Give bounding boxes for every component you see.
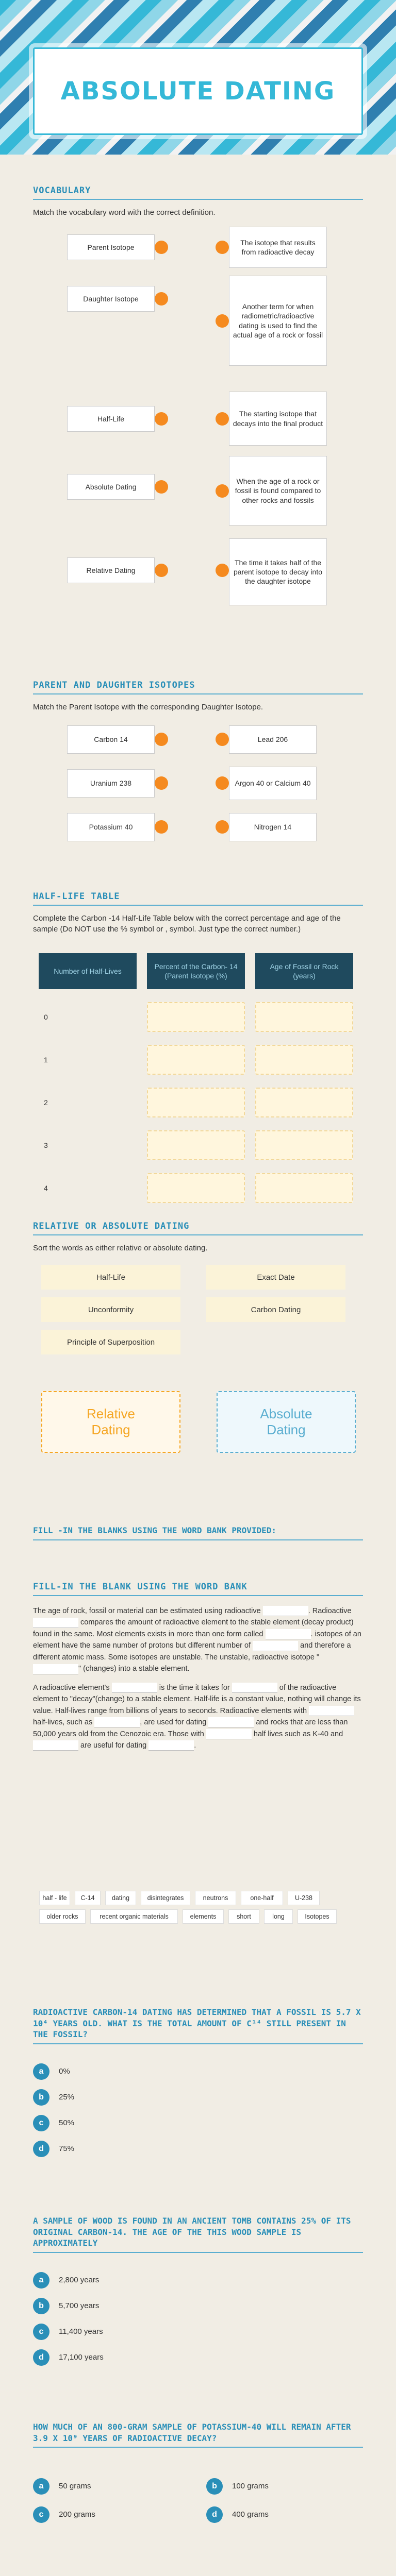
relative-dating-label: Relative Dating (87, 1405, 135, 1437)
match-dot[interactable] (216, 733, 229, 746)
blank-input[interactable] (33, 1740, 78, 1751)
option-letter: c (33, 2115, 50, 2131)
word-bank-item[interactable]: dating (105, 1891, 136, 1905)
word-bank-item[interactable]: U-238 (288, 1891, 320, 1905)
option-letter: a (33, 2478, 50, 2495)
option-text: 5,700 years (59, 2301, 100, 2310)
blank-input[interactable] (263, 1606, 308, 1616)
fill-text: and therefore a different atomic mass. Some isotopes are unstable. The unstable, radioactive isotope " (33, 1641, 351, 1662)
match-dot[interactable] (155, 776, 168, 790)
blank-input[interactable] (94, 1717, 140, 1727)
fill-text: compares the amount of radioactive element to the stable element (decay product) found in the same. Most elements exists in more than one form called (33, 1618, 354, 1638)
question-2 (0, 2215, 396, 2411)
page-title: ABSOLUTE DATING (60, 77, 336, 106)
fill-text: is the time it takes for (159, 1683, 230, 1692)
vocab-definition[interactable]: The starting isotope that decays into the final product (229, 392, 327, 446)
word-bank-item[interactable]: Isotopes (298, 1909, 337, 1924)
daughter-isotope[interactable]: Nitrogen 14 (229, 813, 317, 841)
option-text: 2,800 years (59, 2275, 100, 2284)
vocab-term[interactable]: Relative Dating (67, 557, 155, 583)
age-input[interactable] (255, 1002, 353, 1032)
word-bank-item[interactable]: C-14 (75, 1891, 101, 1905)
answer-option[interactable] (33, 2141, 74, 2157)
divider (33, 2252, 363, 2253)
percent-input[interactable] (147, 1002, 245, 1032)
vocab-section (0, 185, 396, 659)
match-dot[interactable] (216, 314, 229, 328)
blank-input[interactable] (206, 1729, 252, 1739)
question-1 (0, 2007, 396, 2202)
blank-input[interactable] (148, 1740, 194, 1751)
fill-section (0, 1582, 396, 1984)
word-bank-item[interactable]: elements (183, 1909, 224, 1924)
match-dot[interactable] (155, 820, 168, 834)
half-life-count: 2 (44, 1098, 48, 1107)
answer-option[interactable] (33, 2349, 104, 2366)
answer-option[interactable] (33, 2063, 70, 2080)
word-bank-item[interactable]: half - life (39, 1891, 70, 1905)
match-dot[interactable] (216, 241, 229, 254)
match-dot[interactable] (216, 820, 229, 834)
halflife-instruction: Complete the Carbon -14 Half-Life Table below with the correct percentage and age of the sample (Do NOT use the % symbol or , symbol. Just type the correct number.) (33, 914, 341, 934)
option-text: 75% (59, 2144, 75, 2153)
option-text: 0% (59, 2066, 70, 2076)
percent-input[interactable] (147, 1045, 245, 1075)
option-letter: b (206, 2478, 223, 2495)
answer-option[interactable] (33, 2089, 74, 2106)
match-dot[interactable] (155, 292, 168, 306)
option-letter: c (33, 2506, 50, 2523)
sort-heading: RELATIVE OR ABSOLUTE DATING (33, 1221, 190, 1231)
answer-option[interactable] (33, 2115, 74, 2131)
halflife-heading: HALF-LIFE TABLE (33, 891, 120, 902)
age-input[interactable] (255, 1130, 353, 1160)
percent-input[interactable] (147, 1088, 245, 1117)
halflife-section (0, 891, 396, 1211)
daughter-isotope[interactable]: Lead 206 (229, 725, 317, 754)
match-dot[interactable] (216, 484, 229, 498)
blank-input[interactable] (232, 1683, 277, 1693)
fill-heading-section (0, 1525, 396, 1556)
option-text: 11,400 years (59, 2327, 103, 2336)
answer-option[interactable] (206, 2506, 269, 2523)
table-header: Number of Half-Lives (39, 953, 137, 989)
match-dot[interactable] (216, 776, 229, 790)
word-bank-item[interactable]: neutrons (195, 1891, 236, 1905)
word-bank-item[interactable]: recent organic materials (90, 1909, 178, 1924)
blank-input[interactable] (33, 1664, 78, 1674)
match-dot[interactable] (216, 564, 229, 577)
fill-text: , are used for dating (140, 1718, 207, 1727)
answer-option[interactable] (33, 2478, 91, 2495)
match-dot[interactable] (155, 241, 168, 254)
parent-isotope[interactable]: Uranium 238 (67, 769, 155, 798)
option-letter: b (33, 2089, 50, 2106)
blank-input[interactable] (266, 1629, 311, 1639)
match-dot[interactable] (216, 412, 229, 426)
fill-text: half lives such as K-40 and (253, 1730, 343, 1738)
percent-input[interactable] (147, 1130, 245, 1160)
absolute-dating-label: Absolute Dating (260, 1405, 312, 1437)
fill-heading: FILL-IN THE BLANK USING THE WORD BANK (33, 1582, 248, 1592)
parent-heading: PARENT AND DAUGHTER ISOTOPES (33, 680, 195, 690)
divider (33, 693, 363, 694)
option-text: 100 grams (232, 2481, 269, 2490)
parent-daughter-section (0, 680, 396, 876)
half-life-count: 4 (44, 1184, 48, 1192)
vocab-instruction: Match the vocabulary word with the correct definition. (33, 208, 216, 217)
word-bank-item[interactable]: long (264, 1909, 293, 1924)
option-text: 17,100 years (59, 2352, 104, 2362)
percent-input[interactable] (147, 1173, 245, 1203)
word-bank-item[interactable]: older rocks (39, 1909, 86, 1924)
vocab-definition[interactable]: The time it takes half of the parent isotope to decay into the daughter isotope (229, 538, 327, 605)
sort-instruction: Sort the words as either relative or absolute dating. (33, 1244, 208, 1252)
answer-option[interactable] (206, 2478, 269, 2495)
header-banner (0, 0, 396, 155)
divider (33, 1234, 363, 1235)
option-text: 25% (59, 2092, 75, 2102)
match-dot[interactable] (155, 480, 168, 494)
question-text: HOW MUCH OF AN 800-GRAM SAMPLE OF POTASSIUM-40 WILL REMAIN AFTER 3.9 X 10⁹ YEARS OF RADIOACTIVE DECAY? (33, 2422, 351, 2443)
blank-input[interactable] (112, 1683, 157, 1693)
answer-option[interactable] (33, 2272, 99, 2289)
table-header: Percent of the Carbon- 14 (Parent Isotope (%) (147, 953, 245, 989)
fill-text: A radioactive element's (33, 1683, 110, 1692)
sort-section (0, 1221, 396, 1510)
divider (33, 905, 363, 906)
question-3 (0, 2421, 396, 2566)
vocab-term[interactable]: Parent Isotope (67, 234, 155, 260)
match-dot[interactable] (155, 412, 168, 426)
age-input[interactable] (255, 1088, 353, 1117)
sort-item[interactable]: Unconformity (41, 1297, 180, 1322)
option-text: 200 grams (59, 2510, 95, 2519)
divider (33, 2447, 363, 2448)
vocab-definition[interactable]: Another term for when radiometric/radioactive dating is used to find the actual age of a rock or fossil (229, 276, 327, 366)
age-input[interactable] (255, 1173, 353, 1203)
sort-item[interactable]: Half-Life (41, 1265, 180, 1290)
fill-paragraph-2: A radioactive element's is the time it takes for of the radioactive element to "decay"(change) to a stable element. Half-life is a constant value, nothing will change its value. Half-lives range from billions of years to seconds. Radioactive elements with half-lives, such as , are used for dating and rocks that are less than 50,000 years old from the Cenozoic era. Those with half lives such as K-40 and are useful for dating . (33, 1682, 363, 1752)
question-text: A SAMPLE OF WOOD IS FOUND IN AN ANCIENT TOMB CONTAINS 25% OF ITS ORIGINAL CARBON-14. THE AGE OF THE THIS WOOD SAMPLE IS APPROXIMATELY (33, 2216, 351, 2248)
vocab-term[interactable]: Absolute Dating (67, 474, 155, 500)
fill-text: and rocks that are less than 50,000 years old from the Cenozoic era. Those with (33, 1718, 348, 1738)
relative-dating-bucket[interactable] (41, 1391, 180, 1453)
sort-item[interactable]: Principle of Superposition (41, 1330, 180, 1354)
match-dot[interactable] (155, 733, 168, 746)
vocab-heading: VOCABULARY (33, 185, 91, 196)
fill-text: " (changes) into a stable element. (78, 1665, 190, 1673)
option-letter: d (33, 2349, 50, 2366)
age-input[interactable] (255, 1045, 353, 1075)
blank-input[interactable] (309, 1706, 354, 1716)
sort-item[interactable]: Exact Date (206, 1265, 345, 1290)
table-header: Age of Fossil or Rock (years) (255, 953, 353, 989)
word-bank-item[interactable]: one-half (241, 1891, 283, 1905)
option-letter: d (206, 2506, 223, 2523)
blank-input[interactable] (208, 1717, 254, 1727)
option-letter: b (33, 2298, 50, 2314)
vocab-term[interactable]: Daughter Isotope (67, 286, 155, 312)
answer-option[interactable] (33, 2298, 99, 2314)
divider (33, 1539, 363, 1540)
question-text: RADIOACTIVE CARBON-14 DATING HAS DETERMINED THAT A FOSSIL IS 5.7 X 10⁴ YEARS OLD. WHAT IS THE TOTAL AMOUNT OF C¹⁴ STILL PRESENT IN THE FOSSIL? (33, 2007, 361, 2040)
blank-input[interactable] (253, 1641, 298, 1651)
option-letter: d (33, 2141, 50, 2157)
parent-isotope[interactable]: Carbon 14 (67, 725, 155, 754)
title-box (33, 47, 363, 135)
half-life-count: 0 (44, 1013, 48, 1021)
fill-text: . Radioactive (308, 1607, 352, 1615)
vocab-definition[interactable]: When the age of a rock or fossil is found compared to other rocks and fossils (229, 456, 327, 526)
option-letter: c (33, 2324, 50, 2340)
match-dot[interactable] (155, 564, 168, 577)
word-bank-item[interactable]: disintegrates (141, 1891, 190, 1905)
daughter-isotope[interactable]: Argon 40 or Calcium 40 (229, 767, 317, 800)
option-letter: a (33, 2272, 50, 2289)
option-text: 400 grams (232, 2510, 269, 2519)
fill-text: half-lives, such as (33, 1718, 93, 1727)
answer-option[interactable] (33, 2506, 95, 2523)
fill-text: The age of rock, fossil or material can be estimated using radioactive (33, 1607, 261, 1615)
parent-instruction: Match the Parent Isotope with the corresponding Daughter Isotope. (33, 703, 263, 711)
divider (33, 2043, 363, 2044)
fill-text: are useful for dating (80, 1741, 147, 1750)
option-letter: a (33, 2063, 50, 2080)
half-life-count: 3 (44, 1141, 48, 1149)
vocab-term[interactable]: Half-Life (67, 406, 155, 432)
fill-text: isotopes of an element have the same number of protons but different number of (33, 1630, 361, 1650)
word-bank-item[interactable]: short (228, 1909, 259, 1924)
divider (33, 199, 363, 200)
parent-isotope[interactable]: Potassium 40 (67, 813, 155, 841)
blank-input[interactable] (33, 1618, 78, 1628)
vocab-definition[interactable]: The isotope that results from radioactive decay (229, 227, 327, 268)
fill-text: of the radioactive element to "decay"(change) to a stable element. Half-life is a constant value, nothing will change its value. Half-lives range from billions of years to seconds. Radioactive elements with (33, 1683, 361, 1715)
sort-item[interactable]: Carbon Dating (206, 1297, 345, 1322)
half-life-count: 1 (44, 1056, 48, 1064)
answer-option[interactable] (33, 2324, 103, 2340)
fill-instructions-heading: FILL -IN THE BLANKS USING THE WORD BANK PROVIDED: (33, 1526, 277, 1535)
absolute-dating-bucket[interactable] (217, 1391, 356, 1453)
fill-paragraph-1: The age of rock, fossil or material can be estimated using radioactive . Radioactive compares the amount of radioactive element to the stable element (decay product) found in the same. Most elements exists in more than one form called . isotopes of an element have the same number of protons but different number of and therefore a different atomic mass. Some isotopes are unstable. The unstable, radioactive isotope "" (changes) into a stable element. (33, 1605, 363, 1675)
divider (33, 1595, 363, 1596)
option-text: 50% (59, 2118, 75, 2127)
option-text: 50 grams (59, 2481, 91, 2490)
